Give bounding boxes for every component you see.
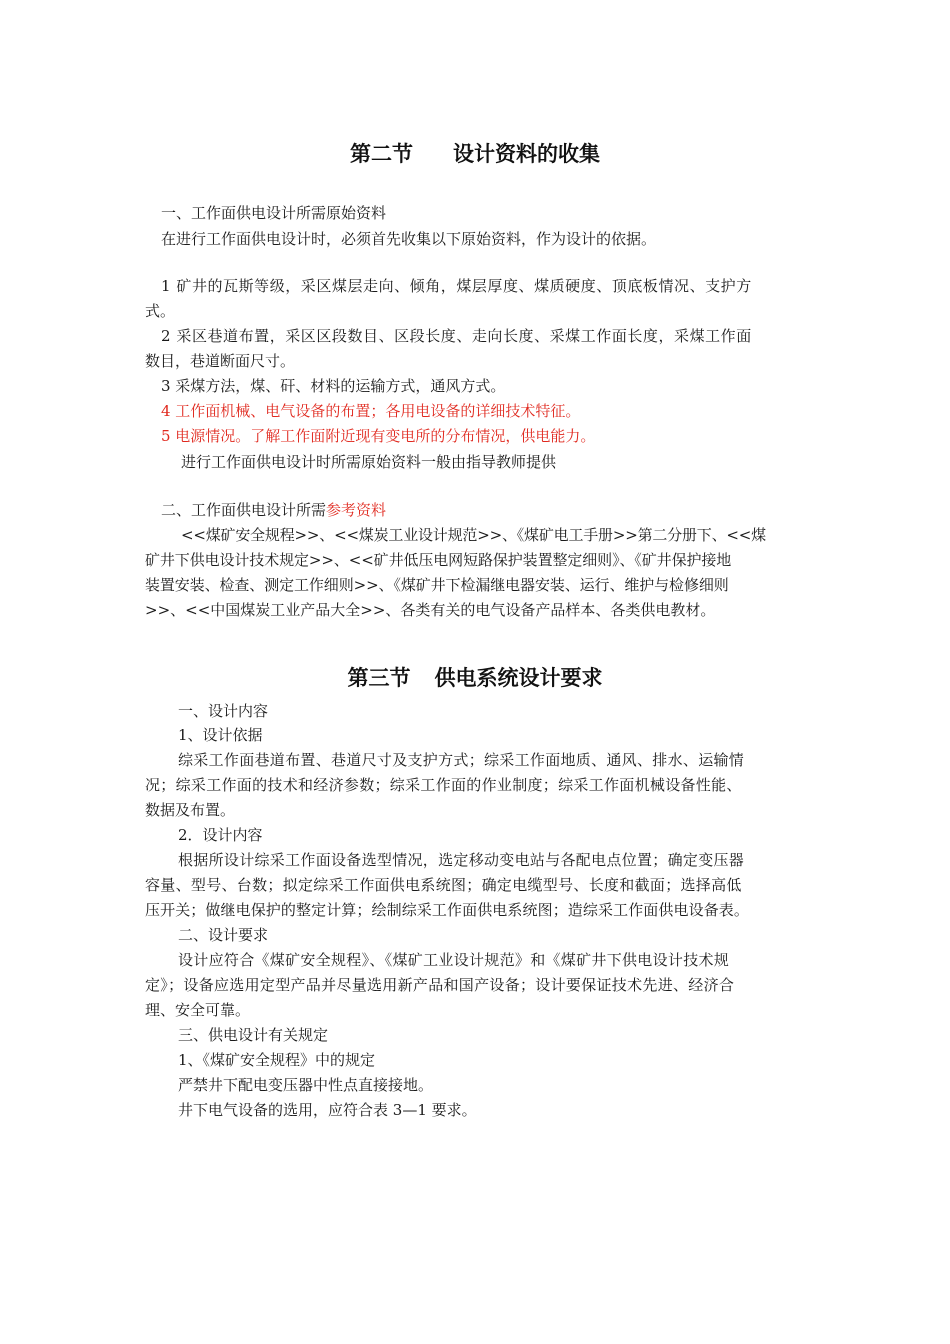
item-2-line-2: 数目，巷道断面尺寸。 (145, 352, 296, 370)
source-note: 进行工作面供电设计时所需原始资料一般由指导教师提供 (181, 453, 557, 471)
s3-content-line-1: 根据所设计综采工作面设备选型情况，选定移动变电站与各配电点位置；确定变压器 (178, 851, 745, 869)
s3-content-line-3: 压开关；做继电保护的整定计算；绘制综采工作面供电系统图；造综采工作面供电设备表。 (145, 901, 750, 919)
part-2-title-text: 二、工作面供电设计所需 (161, 501, 327, 519)
s3-design-basis-title: 1、设计依据 (178, 726, 263, 744)
section-2-number: 第二节 (350, 142, 413, 166)
s3-content-line-2: 容量、型号、台数；拟定综采工作面供电系统图；确定电缆型号、长度和截面；选择高低 (145, 876, 742, 894)
section-3-heading (0, 662, 950, 692)
item-1-line-2: 式。 (145, 302, 176, 320)
s3-requirements-line-2: 定》；设备应选用定型产品并尽量选用新产品和国产设备；设计要保证技术先进、经济合 (145, 976, 735, 994)
part-1-title: 一、工作面供电设计所需原始资料 (161, 204, 387, 222)
reference-line-1: <<煤矿安全规程>>、<<煤炭工业设计规范>>、《煤矿电工手册>>第二分册下、<<煤 (181, 526, 766, 544)
s3-basis-line-3: 数据及布置。 (145, 801, 236, 819)
item-4: 4 工作面机械、电气设备的布置；各用电设备的详细技术特征。 (161, 402, 581, 420)
item-5: 5 电源情况。了解工作面附近现有变电所的分布情况，供电能力。 (161, 427, 596, 445)
section-2-title: 设计资料的收集 (453, 142, 600, 166)
s3-basis-line-2: 况；综采工作面的技术和经济参数；综采工作面的作业制度；综采工作面机械设备性能、 (145, 776, 742, 794)
reference-line-2: 矿井下供电设计技术规定>>、<<矿井低压电网短路保护装置整定细则》、《矿井保护接地 (145, 551, 732, 569)
s3-regulations-title: 三、供电设计有关规定 (178, 1026, 329, 1044)
reference-line-3: 装置安装、检查、测定工作细则>>、《煤矿井下检漏继电器安装、运行、维护与检修细则 (145, 576, 729, 594)
s3-regulation-subtitle: 1、《煤矿安全规程》中的规定 (178, 1051, 376, 1069)
section-3-title: 供电系统设计要求 (434, 666, 603, 690)
part-1-intro: 在进行工作面供电设计时，必须首先收集以下原始资料，作为设计的依据。 (161, 230, 657, 248)
s3-content-subtitle: 2．设计内容 (178, 826, 263, 844)
reference-line-4: >>、<<中国煤炭工业产品大全>>、各类有关的电气设备产品样本、各类供电教材。 (145, 601, 716, 619)
s3-requirements-title: 二、设计要求 (178, 926, 269, 944)
s3-regulation-line-2: 井下电气设备的选用，应符合表 3—1 要求。 (178, 1101, 477, 1119)
section-3-number: 第三节 (347, 666, 411, 690)
s3-requirements-line-1: 设计应符合《煤矿安全规程》、《煤矿工业设计规范》和《煤矿井下供电设计技术规 (178, 951, 730, 969)
s3-requirements-line-3: 理、安全可靠。 (145, 1001, 251, 1019)
item-3: 3 采煤方法，煤、矸、材料的运输方式，通风方式。 (161, 377, 506, 395)
s3-regulation-line-1: 严禁井下配电变压器中性点直接接地。 (178, 1076, 434, 1094)
part-2-title-highlight: 参考资料 (326, 501, 387, 519)
s3-basis-line-1: 综采工作面巷道布置、巷道尺寸及支护方式；综采工作面地质、通风、排水、运输情 (178, 751, 745, 769)
item-2-line-1: 2 采区巷道布置，采区区段数目、区段长度、走向长度、采煤工作面长度，采煤工作面 (161, 327, 752, 345)
part-2-title (161, 500, 386, 520)
item-1-line-1: 1 矿井的瓦斯等级，采区煤层走向、倾角，煤层厚度、煤质硬度、顶底板情况、支护方 (161, 277, 752, 295)
section-2-heading (0, 138, 950, 168)
s3-design-content-title: 一、设计内容 (178, 702, 269, 720)
